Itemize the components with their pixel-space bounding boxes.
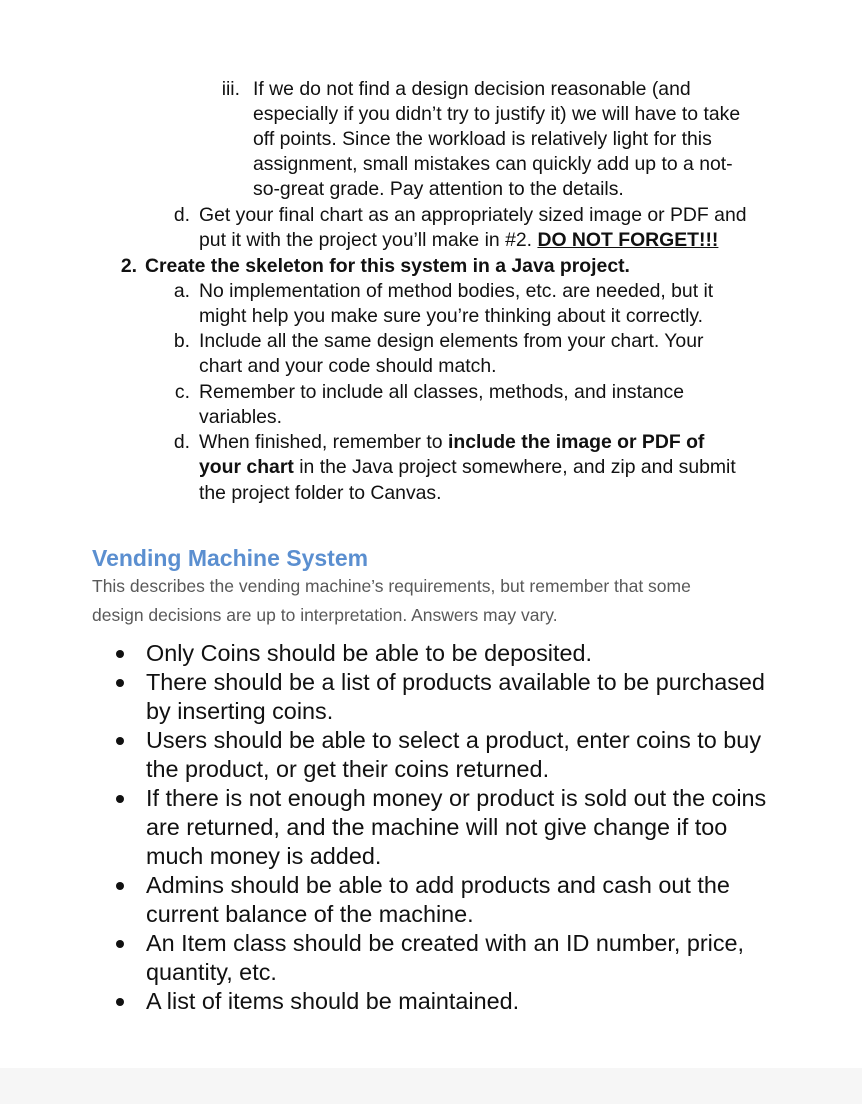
text-line: No implementation of method bodies, etc. are needed, but it (199, 280, 714, 302)
item-heading: Create the skeleton for this system in a Java project. (145, 255, 630, 277)
text-line: Admins should be able to add products and cash out the (146, 872, 730, 898)
list-marker: c. (174, 381, 190, 403)
bullet-icon (116, 679, 124, 687)
section-description-line: This describes the vending machine’s requirements, but remember that some (92, 576, 691, 596)
text-line: If there is not enough money or product is sold out the coins (146, 785, 767, 811)
text-line: quantity, etc. (146, 959, 277, 985)
text-line: If we do not find a design decision reasonable (and (253, 78, 691, 100)
text-line: A list of items should be maintained. (146, 988, 520, 1014)
text-line: There should be a list of products available to be purchased (146, 669, 765, 695)
text-line: off points. Since the workload is relatively light for this (253, 128, 712, 150)
text-run: put it with the project you’ll make in #2. (199, 229, 538, 251)
list-marker: 2. (120, 255, 137, 277)
text-line: might help you make sure you’re thinking about it correctly. (199, 305, 704, 327)
list-marker: b. (173, 330, 190, 352)
text-line: Only Coins should be able to be deposited. (146, 640, 593, 666)
text-line: current balance of the machine. (146, 901, 474, 927)
text-line: so-great grade. Pay attention to the details. (253, 178, 624, 200)
text-line (199, 228, 718, 253)
text-line: Get your final chart as an appropriately sized image or PDF and (199, 204, 747, 226)
bullet-icon (116, 737, 124, 745)
text-line: Users should be able to select a product, enter coins to buy (146, 727, 762, 753)
section-heading: Vending Machine System (92, 545, 369, 571)
list-marker: a. (173, 280, 190, 302)
text-line: the product, or get their coins returned. (146, 756, 550, 782)
text-line: Include all the same design elements from your chart. Your (199, 330, 704, 352)
text-line: An Item class should be created with an ID number, price, (146, 930, 745, 956)
list-marker: d. (173, 431, 190, 453)
text-line: especially if you didn’t try to justify it) we will have to take (253, 103, 741, 125)
bullet-icon (116, 998, 124, 1006)
list-marker: d. (173, 204, 190, 226)
bullet-icon (116, 882, 124, 890)
text-line: by inserting coins. (146, 698, 334, 724)
emphasis-reminder: DO NOT FORGET!!! (537, 229, 719, 251)
text-run-bold: include the image or PDF of (447, 431, 705, 453)
text-line: are returned, and the machine will not give change if too (146, 814, 728, 840)
text-line: much money is added. (146, 843, 382, 869)
bullet-icon (116, 940, 124, 948)
text-line (199, 430, 704, 455)
text-line: the project folder to Canvas. (199, 482, 442, 504)
bullet-icon (116, 795, 124, 803)
text-line (199, 455, 736, 480)
list-marker: iii. (221, 78, 240, 100)
text-line: variables. (199, 406, 282, 428)
text-line: Remember to include all classes, methods, and instance (199, 381, 685, 403)
text-run-bold: your chart (199, 456, 294, 478)
bullet-icon (116, 650, 124, 658)
text-line: chart and your code should match. (199, 355, 497, 377)
section-description-line: design decisions are up to interpretation. Answers may vary. (92, 605, 558, 625)
page-bottom-margin (0, 1068, 862, 1104)
text-run: When finished, remember to (199, 431, 448, 453)
text-line: assignment, small mistakes can quickly add up to a not- (253, 153, 733, 175)
text-run: in the Java project somewhere, and zip and submit (293, 456, 736, 478)
